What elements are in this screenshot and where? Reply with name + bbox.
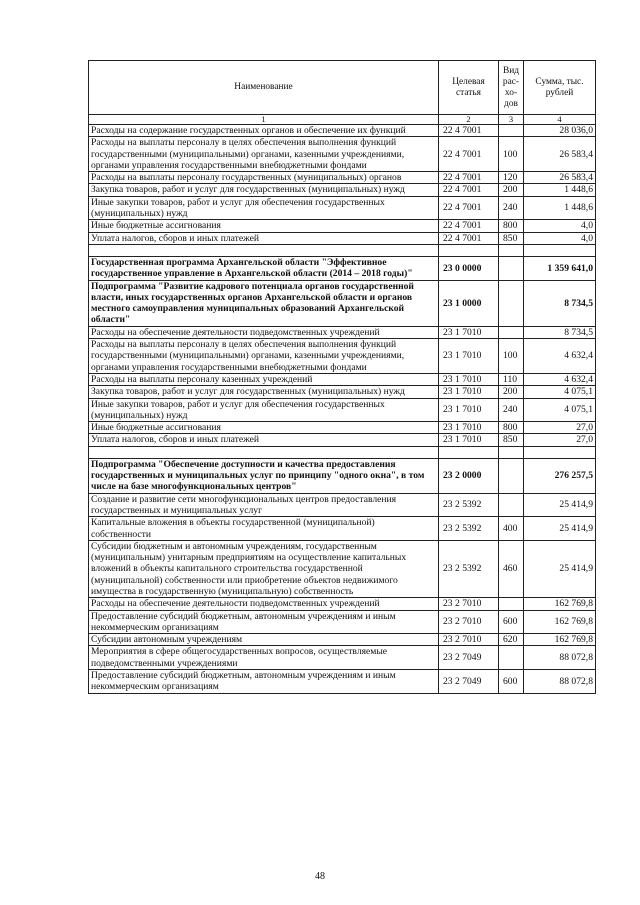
row-vid: 100	[499, 339, 524, 374]
row-name: Расходы на выплаты персоналу в целях обеспечения выполнения функций государственными (муниципальными) органами, казенными учреждениями, органами управления государственными внебюджетными фондами	[89, 137, 439, 172]
row-name: Иные бюджетные ассигнования	[89, 220, 439, 232]
table-row	[89, 172, 596, 184]
table-row	[89, 196, 596, 220]
row-sum: 4 632,4	[524, 339, 596, 374]
row-sum: 162 769,8	[524, 634, 596, 646]
row-sum: 4,0	[524, 232, 596, 244]
row-name: Капитальные вложения в объекты государственной (муниципальной) собственности	[89, 517, 439, 541]
table-row	[89, 634, 596, 646]
table-row	[89, 232, 596, 244]
row-sum: 4 632,4	[524, 373, 596, 385]
row-name: Подпрограмма "Обеспечение доступности и качества предоставления государственных и муниципальных услуг по принципу "одного окна", в том числе на базе многофункциональных центров"	[89, 458, 439, 493]
row-name: Иные закупки товаров, работ и услуг для обеспечения государственных (муниципальных) нужд	[89, 196, 439, 220]
header-vid: Вид рас- хо- дов	[499, 61, 524, 115]
table-row	[89, 610, 596, 634]
row-code: 23 1 0000	[439, 280, 499, 326]
row-code: 23 2 7049	[439, 646, 499, 670]
row-vid: 200	[499, 386, 524, 398]
table-row	[89, 670, 596, 694]
row-sum: 1 448,6	[524, 196, 596, 220]
row-vid: 120	[499, 172, 524, 184]
table-row-subprogram	[89, 280, 596, 326]
row-sum: 4 075,1	[524, 398, 596, 422]
row-name: Расходы на выплаты персоналу в целях обеспечения выполнения функций государственными (муниципальными) органами, казенными учреждениями, органами управления государственными внебюджетными фондами	[89, 339, 439, 374]
row-sum: 88 072,8	[524, 670, 596, 694]
table-row	[89, 540, 596, 597]
row-name: Субсидии бюджетным и автономным учреждениям, государственным (муниципальным) унитарным предприятиям на осуществление капитальных вложений в объекты капитального строительства государственной (муниципальной) собственности или приобретение объектов недвижимого имущества в государственную (муниципальную) собственность	[89, 540, 439, 597]
table-row	[89, 598, 596, 610]
column-number: 2	[439, 115, 499, 125]
row-vid	[499, 458, 524, 493]
row-code: 22 4 7001	[439, 196, 499, 220]
row-vid	[499, 256, 524, 280]
table-row-program	[89, 256, 596, 280]
row-name: Расходы на выплаты персоналу казенных учреждений	[89, 373, 439, 385]
row-code: 23 2 7010	[439, 610, 499, 634]
row-vid: 850	[499, 434, 524, 446]
row-name: Предоставление субсидий бюджетным, автономным учреждениям и иным некоммерческим организациям	[89, 670, 439, 694]
row-code: 22 4 7001	[439, 220, 499, 232]
row-name: Мероприятия в сфере общегосударственных вопросов, осуществляемые подведомственными учреждениями	[89, 646, 439, 670]
row-code: 23 2 5392	[439, 517, 499, 541]
row-vid: 800	[499, 220, 524, 232]
table-row	[89, 517, 596, 541]
column-number: 4	[524, 115, 596, 125]
row-vid: 600	[499, 610, 524, 634]
row-vid: 600	[499, 670, 524, 694]
row-sum: 25 414,9	[524, 517, 596, 541]
row-code: 23 0 0000	[439, 256, 499, 280]
row-vid: 800	[499, 422, 524, 434]
row-sum: 8 734,5	[524, 280, 596, 326]
row-vid: 240	[499, 398, 524, 422]
row-code: 22 4 7001	[439, 125, 499, 137]
row-code: 22 4 7001	[439, 137, 499, 172]
row-code: 23 1 7010	[439, 373, 499, 385]
row-vid: 240	[499, 196, 524, 220]
row-vid: 400	[499, 517, 524, 541]
row-sum: 162 769,8	[524, 610, 596, 634]
row-code: 23 2 5392	[439, 493, 499, 517]
row-vid: 110	[499, 373, 524, 385]
row-sum: 28 036,0	[524, 125, 596, 137]
row-vid: 100	[499, 137, 524, 172]
row-code: 23 1 7010	[439, 398, 499, 422]
budget-table	[88, 60, 596, 694]
row-sum: 162 769,8	[524, 598, 596, 610]
row-vid: 460	[499, 540, 524, 597]
row-name: Субсидии автономным учреждениям	[89, 634, 439, 646]
row-name: Иные бюджетные ассигнования	[89, 422, 439, 434]
row-vid	[499, 646, 524, 670]
table-row	[89, 220, 596, 232]
row-code: 23 2 0000	[439, 458, 499, 493]
row-sum: 4 075,1	[524, 386, 596, 398]
table-row-subprogram	[89, 458, 596, 493]
table-row	[89, 386, 596, 398]
row-sum: 27,0	[524, 434, 596, 446]
row-name: Расходы на обеспечение деятельности подведомственных учреждений	[89, 598, 439, 610]
row-name: Расходы на обеспечение деятельности подведомственных учреждений	[89, 326, 439, 338]
row-code: 23 1 7010	[439, 326, 499, 338]
header-row	[89, 61, 596, 115]
row-vid	[499, 125, 524, 137]
row-code: 22 4 7001	[439, 232, 499, 244]
row-code: 23 2 7049	[439, 670, 499, 694]
table-row	[89, 125, 596, 137]
table-row	[89, 422, 596, 434]
row-code: 23 2 7010	[439, 598, 499, 610]
row-sum: 88 072,8	[524, 646, 596, 670]
row-code: 23 1 7010	[439, 386, 499, 398]
table-row	[89, 373, 596, 385]
row-vid	[499, 493, 524, 517]
row-name: Создание и развитие сети многофункциональных центров предоставления государственных и муниципальных услуг	[89, 493, 439, 517]
row-vid: 850	[499, 232, 524, 244]
row-name: Предоставление субсидий бюджетным, автономным учреждениям и иным некоммерческим организациям	[89, 610, 439, 634]
row-name: Расходы на выплаты персоналу государственных (муниципальных) органов	[89, 172, 439, 184]
row-name: Закупка товаров, работ и услуг для государственных (муниципальных) нужд	[89, 184, 439, 196]
row-name: Подпрограмма "Развитие кадрового потенциала органов государственной власти, иных государственных органов Архангельской области и органов местного самоуправления муниципальных образований Архангельской области"	[89, 280, 439, 326]
table-row	[89, 326, 596, 338]
row-name: Расходы на содержание государственных органов и обеспечение их функций	[89, 125, 439, 137]
table-row	[89, 646, 596, 670]
row-sum: 8 734,5	[524, 326, 596, 338]
column-numbers-row	[89, 115, 596, 125]
table-row	[89, 184, 596, 196]
row-vid: 200	[499, 184, 524, 196]
row-sum: 276 257,5	[524, 458, 596, 493]
row-code: 23 1 7010	[439, 434, 499, 446]
column-number: 3	[499, 115, 524, 125]
row-name: Государственная программа Архангельской области "Эффективное государственное управление в Архангельской области (2014 – 2018 годы)"	[89, 256, 439, 280]
row-sum: 25 414,9	[524, 493, 596, 517]
row-code: 23 1 7010	[439, 339, 499, 374]
row-sum: 1 359 641,0	[524, 256, 596, 280]
row-sum: 26 583,4	[524, 137, 596, 172]
table-row	[89, 434, 596, 446]
row-name: Уплата налогов, сборов и иных платежей	[89, 434, 439, 446]
row-vid	[499, 598, 524, 610]
header-sum: Сумма, тыс. рублей	[524, 61, 596, 115]
page-number: 48	[315, 871, 325, 882]
row-name: Закупка товаров, работ и услуг для государственных (муниципальных) нужд	[89, 386, 439, 398]
table-row	[89, 398, 596, 422]
row-code: 22 4 7001	[439, 172, 499, 184]
column-number: 1	[89, 115, 439, 125]
row-sum: 4,0	[524, 220, 596, 232]
spacer-row	[89, 244, 596, 256]
table-row	[89, 339, 596, 374]
row-sum: 27,0	[524, 422, 596, 434]
row-sum: 25 414,9	[524, 540, 596, 597]
row-vid	[499, 326, 524, 338]
row-sum: 1 448,6	[524, 184, 596, 196]
row-name: Иные закупки товаров, работ и услуг для обеспечения государственных (муниципальных) нужд	[89, 398, 439, 422]
row-code: 23 2 7010	[439, 634, 499, 646]
row-code: 23 1 7010	[439, 422, 499, 434]
table-row	[89, 137, 596, 172]
row-sum: 26 583,4	[524, 172, 596, 184]
header-name: Наименование	[89, 61, 439, 115]
header-code: Целевая статья	[439, 61, 499, 115]
row-vid: 620	[499, 634, 524, 646]
row-code: 22 4 7001	[439, 184, 499, 196]
row-code: 23 2 5392	[439, 540, 499, 597]
row-name: Уплата налогов, сборов и иных платежей	[89, 232, 439, 244]
table-row	[89, 493, 596, 517]
spacer-row	[89, 446, 596, 458]
row-vid	[499, 280, 524, 326]
